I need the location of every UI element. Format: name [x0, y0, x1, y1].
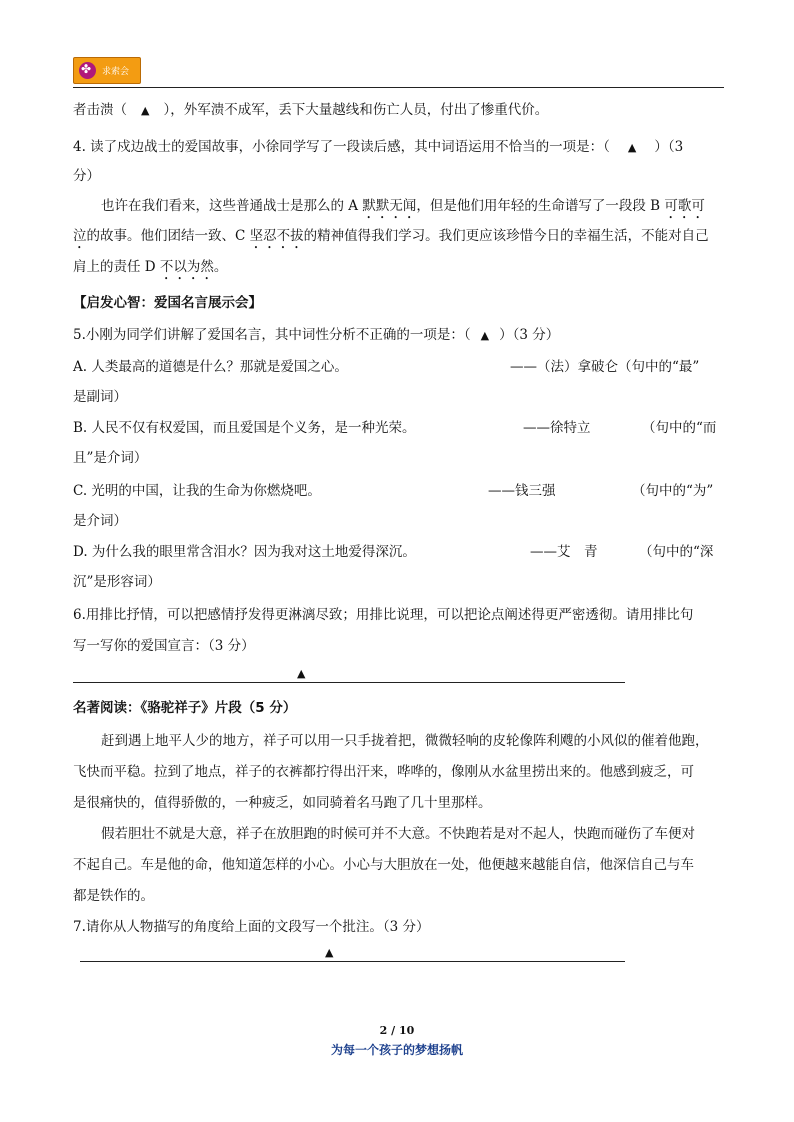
- question-4-score-cont: 分）: [73, 168, 100, 184]
- text-segment: 者击溃（: [73, 102, 127, 118]
- flower-icon: [79, 62, 96, 79]
- answer-marker: ▲: [627, 141, 637, 154]
- footer-slogan: 为每一个孩子的梦想扬帆: [330, 1043, 463, 1057]
- question-5: [73, 323, 559, 343]
- question-6-cont: 写一写你的爱国宣言：（3 分）: [73, 638, 255, 654]
- reading-line: 都是铁作的。: [73, 888, 154, 904]
- reading-line: 是很痛快的，值得骄傲的，一种疲乏，如同骑着名马跑了几十里那样。: [73, 795, 492, 811]
- header-divider: [73, 87, 724, 88]
- text-line: [73, 98, 548, 118]
- text-segment: 也许在我们看来，这些普通战士是那么的 A: [101, 198, 363, 214]
- section-heading: 【启发心智：爱国名言展示会】: [73, 295, 262, 311]
- question-text: 5.小刚为同学们讲解了爱国名言，其中词性分析不正确的一项是：（: [73, 327, 471, 343]
- option-b-source: ——徐特立: [523, 420, 591, 436]
- option-word-c: 坚忍不拔: [249, 228, 304, 244]
- answer-marker: ▲: [297, 667, 306, 680]
- option-d-source: ——艾 青: [530, 544, 598, 560]
- option-c-note-cont: 是介词）: [73, 513, 127, 529]
- answer-line[interactable]: [73, 682, 625, 683]
- text-segment: 的精神值得我们学习。我们更应该珍惜今日的幸福生活，不能对自己: [303, 228, 709, 244]
- text-segment: 肩上的责任 D: [73, 259, 160, 275]
- question-text: 4. 读了戍边战士的爱国故事，小徐同学写了一段读后感，其中词语运用不恰当的一项是：（: [73, 139, 610, 155]
- answer-line[interactable]: [80, 961, 625, 962]
- question-6: 6.用排比抒情，可以把感情抒发得更淋漓尽致；用排比说理，可以把论点阐述得更严密透彻。请用排比句: [73, 607, 694, 623]
- reading-line: 假若胆壮不就是大意，祥子在放胆跑的时候可并不大意。不快跑若是对不起人，快跑而碰伤了车便对: [101, 826, 695, 842]
- question-4: [73, 135, 683, 155]
- option-d-note-cont: 沉”是形容词）: [73, 574, 161, 590]
- page-number: 2 / 10: [379, 1024, 415, 1037]
- text-segment: 。: [213, 259, 228, 275]
- option-word-d: 不以为然: [159, 259, 214, 275]
- answer-marker: ▲: [141, 104, 150, 117]
- reading-line: 飞快而平稳。拉到了地点，祥子的衣裤都拧得出汗来，哗哗的，像刚从水盆里捞出来的。他感到疲乏，可: [73, 764, 694, 780]
- passage-line: [73, 255, 227, 283]
- passage-line: [73, 224, 709, 252]
- question-score: ）（3 分）: [499, 327, 560, 343]
- reading-line: 不起自己。车是他的命，他知道怎样的小心。小心与大胆放在一处，他便越来越能自信，他深信自己与车: [73, 857, 694, 873]
- text-segment: 的故事。他们团结一致、C: [86, 228, 250, 244]
- option-b-text: B. 人民不仅有权爱国，而且爱国是个义务，是一种光荣。: [73, 420, 416, 436]
- answer-marker: ▲: [480, 329, 490, 342]
- reading-line: 赶到遇上地平人少的地方，祥子可以用一只手拢着把，微微轻响的皮轮像阵利飕的小风似的催着他跑，: [101, 733, 709, 749]
- option-word-b-cont: 泣: [73, 228, 87, 244]
- option-a-source: ——（法）拿破仑（句中的“最”: [510, 359, 700, 375]
- text-segment: ，但是他们用年轻的生命谱写了一段段 B: [416, 198, 665, 214]
- option-c-note: （句中的“为”: [632, 483, 714, 499]
- option-d-text: D. 为什么我的眼里常含泪水？因为我对这土地爱得深沉。: [73, 544, 416, 560]
- option-b-note: （句中的“而: [642, 420, 717, 436]
- text-segment: ），外军溃不成军，丢下大量越线和伤亡人员，付出了惨重代价。: [163, 102, 549, 118]
- option-d-note: （句中的“深: [639, 544, 714, 560]
- question-score: ）（3: [654, 139, 684, 155]
- question-7: 7.请你从人物描写的角度给上面的文段写一个批注。（3 分）: [73, 919, 430, 935]
- option-b-note-cont: 且”是介词）: [73, 450, 148, 466]
- answer-marker: ▲: [325, 946, 334, 959]
- passage-line: [101, 194, 705, 222]
- section-heading: 名著阅读：《骆驼祥子》片段（5 分）: [73, 700, 297, 716]
- option-c-text: C. 光明的中国，让我的生命为你燃烧吧。: [73, 483, 321, 499]
- option-word-a: 默默无闻: [362, 198, 417, 214]
- option-word-b: 可歌可: [664, 198, 705, 214]
- option-a-note: 是副词）: [73, 389, 127, 405]
- option-c-source: ——钱三强: [488, 483, 556, 499]
- logo-text: 求索会: [102, 67, 130, 77]
- brand-logo: [73, 57, 141, 84]
- option-a-text: A. 人类最高的道德是什么？那就是爱国之心。: [73, 359, 348, 375]
